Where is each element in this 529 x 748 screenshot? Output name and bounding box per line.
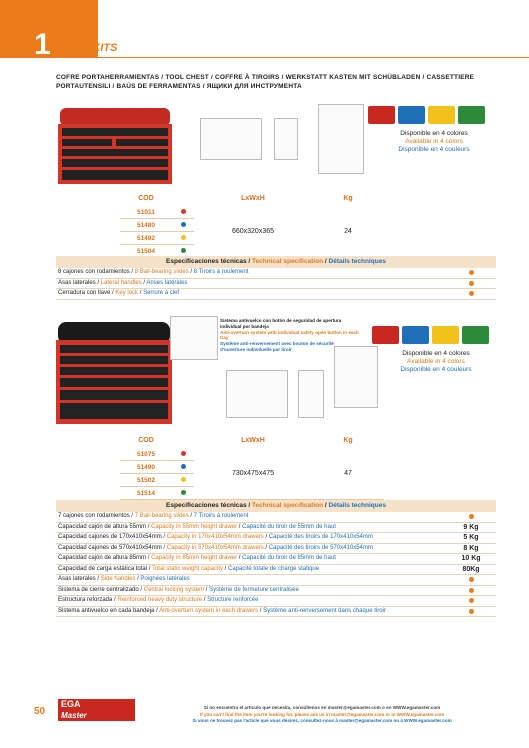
spec-value: 10 Kg: [461, 555, 481, 562]
spec-row: Sistema antivuelco en cada bandeja / Anti-overturn system in each drawers / Système anti-renversement dans chaque tiroir: [56, 607, 496, 618]
bullet-icon: [469, 514, 474, 519]
spec-row: Capacidad cajones de 570x410x54mm / Capacity in 570x410x54mm drawers / Capacité des tiroirs de 570x410x54mm 8 Kg: [56, 544, 496, 555]
spec-text: Capacidad cajones de 170x410x54mm: [58, 534, 162, 540]
col-code: COD: [138, 194, 154, 202]
spec-text: Capacity in 85mm height drawer: [151, 555, 238, 561]
availability-text-1: Disponible en 4 colores Available in 4 colors Disponible en 4 couleurs: [398, 130, 470, 153]
product-2-specs: [56, 500, 496, 617]
spec-text: Estructura reforzada: [58, 597, 113, 603]
spec-text: Sistema antivuelco en cada bandeja: [58, 607, 155, 614]
spec-text: Système anti-renversement dans chaque tiroir: [263, 607, 386, 614]
spec-row: Sistema de cierre centralizado / Central locking system / Système de fermeture centralisée: [56, 586, 496, 597]
spec-text: Capacidad de carga estática total: [58, 565, 148, 572]
page-subtitle: COFRE PORTAHERRAMIENTAS / TOOL CHEST / COFFRE À TIROIRS / WERKSTATT KASTEN MIT SCHÜBLADEN / CASSETTIERE PORTAUTENSILI / BAÚS DE FERRAMENTAS / ЯЩИКИ ДЛЯ ИНСТРУМЕНТА: [56, 74, 475, 90]
spec-text: Central locking system: [143, 586, 205, 593]
spec-text: Capacity in 570x410x54mm drawers: [166, 544, 264, 551]
spec-text: Capacité totale de charge statique: [228, 565, 320, 572]
table-row: 51514: [120, 487, 384, 500]
tool-chest-2-drawing-front: [226, 370, 288, 418]
spec-row: Asas laterales / Side handles / Poignées latérales: [56, 575, 496, 586]
spec-text: Anti-overturn system in each drawers: [159, 607, 259, 614]
spec-text: Total static weight capacity: [151, 565, 224, 572]
bullet-icon: [469, 609, 474, 614]
table-row: 51502: [120, 474, 384, 487]
spec-text: Système de fermeture centralisée: [209, 586, 299, 593]
spec-text: 7 Ball-bearing slides: [134, 513, 189, 519]
spec-value: 8 Kg: [463, 544, 479, 552]
spec-value: 9 Kg: [463, 523, 479, 531]
bullet-icon: [469, 577, 474, 582]
bullet-icon: [469, 588, 474, 593]
spec-text: Capacidad cajón de altura 85mm: [58, 555, 147, 561]
spec-row: 7 cajones con rodamientos / 7 Ball-bearing slides / 7 Tiroirs à roulement: [56, 512, 496, 523]
col-code: COD: [138, 436, 154, 444]
bullet-icon: [469, 598, 474, 603]
spec-text: Poignées latérales: [140, 576, 190, 582]
spec-row: Estructura reforzada / Reinforced heavy duty structure / Structure renforcée: [56, 596, 496, 607]
tool-chest-2-image: [54, 318, 174, 428]
spec-text: Capacity in 55mm height drawer: [151, 523, 238, 530]
spec-text: Capacidad cajón de altura 55mm: [58, 523, 147, 530]
spec-value: [446, 607, 496, 617]
spec-value: [446, 575, 496, 585]
product-1-specs: [56, 256, 496, 300]
spec-row: Capacidad cajón de altura 85mm / Capacity in 85mm height drawer / Capacité du tiroir de 85mm de haut 10 Kg: [56, 554, 496, 565]
spec-row: Capacidad cajón de altura 55mm / Capacity in 55mm height drawer / Capacité du tiroir de 55mm de haut 9 Kg: [56, 523, 496, 534]
spec-row: Asas laterales / Lateral handles / Anses latérales: [56, 279, 496, 290]
spec-value: [446, 512, 496, 522]
spec-text: Capacité des tiroirs de 570x410x54mm: [268, 544, 373, 551]
col-dims: LxWxH: [241, 436, 265, 444]
tool-chest-1-drawing-iso: [318, 104, 364, 174]
table-row: 51011 660x320x365 24: [120, 206, 384, 219]
spec-text: Reinforced heavy duty structure: [117, 597, 203, 603]
tool-chest-2-drawing-side: [298, 370, 324, 418]
color-swatches-1: [368, 106, 498, 129]
anti-overturn-callout: Sistema antivuelco con botón de seguridad de apertura individual por bandeja Anti-overturn system with individual safety open button in each tray Système anti-renversement avec bouton de sécurité d'ouverture individuelle par tiroir: [220, 318, 359, 352]
spec-text: 7 cajones con rodamientos: [58, 513, 130, 519]
spec-text: 7 Tiroirs à roulement: [193, 513, 249, 519]
specs-title-2: Especificaciones técnicas / Technical specification / Détails techniques: [56, 500, 496, 512]
availability-text-2: Disponible en 4 colores Available in 4 colors Disponible en 4 couleurs: [400, 350, 472, 373]
spec-row: Cerradura con llave / Key lock / Serrure à clef: [56, 289, 496, 300]
product-2-table: [120, 432, 384, 500]
spec-text: Sistema de cierre centralizado: [58, 586, 139, 593]
spec-value: 5 Kg: [463, 534, 479, 541]
table-row: 51480: [120, 219, 384, 232]
footer-contact: Si no encuentra el artículo que necesita, consúltenos en master@egamaster.com o en WWW.egamaster.com If you can't find the item you're looking for, please ask us in master@egamaster.com or in WWW.egamaster.com Si vous ne trouvez pas l'article que vous désirez, consultez-nous à master@egamaster.com ou à WWW.egamaster.com: [192, 705, 452, 723]
header-rule: [98, 57, 529, 58]
drawer-detail-image: [170, 316, 218, 360]
spec-text: Capacity in 170x410x54mm drawers: [166, 534, 264, 540]
spec-text: Capacidad cajones de 570x410x54mm: [58, 544, 162, 551]
table-row: 51504: [120, 245, 384, 258]
tool-chest-1-image: [56, 102, 176, 188]
spec-text: Capacité des tiroirs de 170x410x54mm: [268, 534, 373, 540]
spec-value: 80Kg: [462, 565, 480, 573]
brand-logo: EGA Master: [58, 699, 135, 721]
spec-row: 8 cajones con rodamientos / 8 Ball-bearing slides / 8 Tiroirs à roulement: [56, 268, 496, 279]
table-row: 51492: [120, 232, 384, 245]
tool-chest-1-drawing-side: [274, 118, 298, 160]
spec-text: Side handles: [100, 576, 136, 582]
tool-chest-1-drawing-front: [200, 118, 262, 160]
col-dims: LxWxH: [241, 194, 265, 202]
spec-text: Structure renforcée: [207, 597, 259, 603]
specs-title-1: Especificaciones técnicas / Technical specification / Détails techniques: [56, 256, 496, 268]
section-title: TOOLKITS: [62, 42, 118, 54]
table-row: 51490: [120, 461, 384, 474]
col-weight: Kg: [343, 194, 353, 202]
section-number: 1: [34, 28, 51, 61]
spec-text: Asas laterales: [58, 576, 96, 582]
color-swatches-2: [372, 326, 502, 349]
col-weight: Kg: [343, 436, 353, 444]
spec-value: [446, 586, 496, 596]
page-number: 50: [34, 706, 46, 717]
spec-text: Capacité du tiroir de 85mm de haut: [242, 555, 336, 561]
spec-value: [446, 596, 496, 606]
product-1-table: [120, 190, 384, 258]
table-row: 51075 730x475x475 47: [120, 448, 384, 461]
spec-text: Capacité du tiroir de 55mm de haut: [242, 523, 336, 530]
spec-row: Capacidad cajones de 170x410x54mm / Capacity in 170x410x54mm drawers / Capacité des tiroirs de 170x410x54mm 5 Kg: [56, 533, 496, 544]
spec-row: Capacidad de carga estática total / Total static weight capacity / Capacité totale de charge statique 80Kg: [56, 565, 496, 576]
